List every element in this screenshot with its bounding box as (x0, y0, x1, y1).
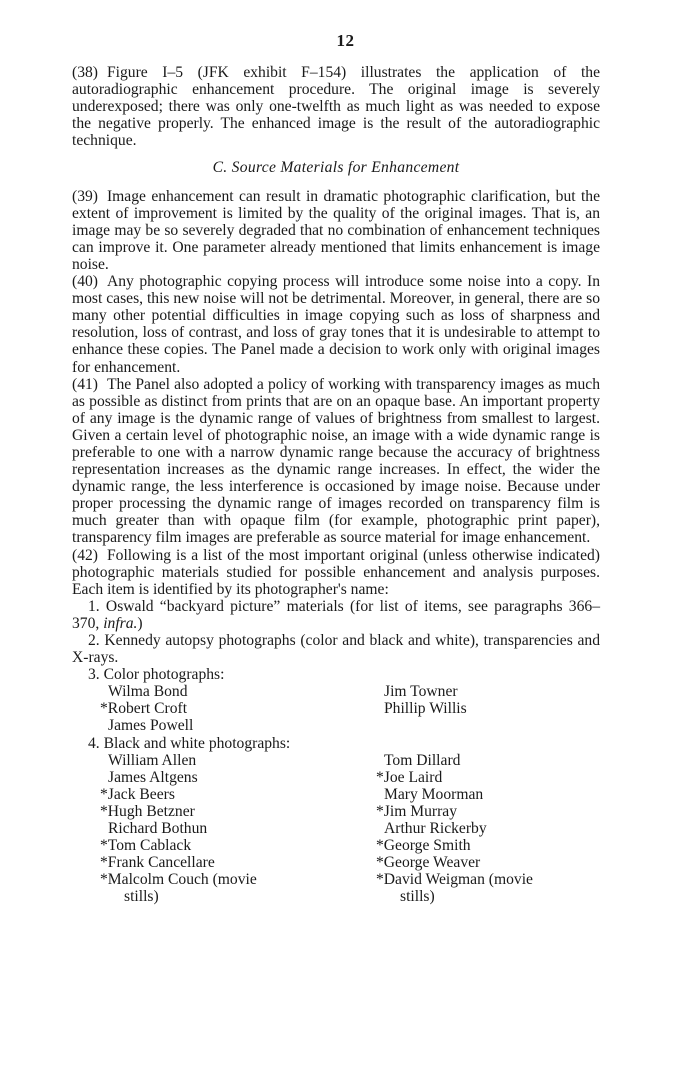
list-item-3-heading: 3. Color photographs: (88, 666, 225, 684)
paragraph-number: (39) (72, 187, 98, 205)
photographer-name: Tom Dillard (384, 751, 461, 769)
name-continuation: stills) (400, 888, 435, 906)
paragraph-text: Image enhancement can result in dramatic photographic clarification, but the extent of improvement is limited by the quality of the original images. That is, an image may be so severely degraded that no combination of enhancement techniques can improve it. One parameter already mentioned that limits enhancement is image noise. (72, 187, 600, 273)
paragraph-number: (38) (72, 64, 98, 81)
list-item-text: 2. Kennedy autopsy photographs (color and black and white), transparencies and X-rays. (72, 632, 600, 667)
photographer-name: Mary Moorman (384, 785, 484, 803)
photographer-name: *George Weaver (376, 854, 481, 872)
paragraph-41 (72, 376, 600, 547)
photographer-name: *Hugh Betzner (100, 802, 195, 820)
name-continuation: stills) (124, 888, 159, 906)
bw-photographers-list (100, 752, 600, 906)
photographer-name: William Allen (108, 751, 197, 769)
list-item-2 (72, 632, 600, 666)
color-photographers-list (100, 683, 600, 734)
photographer-name: *Joe Laird (376, 768, 443, 786)
list-item-italic: infra. (103, 614, 138, 632)
names-column-right (376, 683, 600, 734)
paragraph-38 (72, 64, 600, 149)
photographer-name: *Frank Cancellare (100, 854, 215, 872)
photographer-name: *George Smith (376, 837, 471, 855)
names-column-left (100, 683, 376, 734)
photographer-name: *Jim Murray (376, 802, 457, 820)
section-heading: C. Source Materials for Enhancement (212, 159, 460, 177)
page-body (72, 64, 600, 906)
list-item-1 (72, 598, 600, 632)
paragraph-text: Any photographic copying process will introduce some noise into a copy. In most cases, this new noise will not be detrimental. Moreover, in general, there are so many other potential difficulties in image copying such as loss of sharpness and resolution, loss of contrast, and loss of gray tones that it is undesirable to attempt to enhance these copies. The Panel made a decision to work only with original images for enhancement. (72, 273, 600, 376)
paragraph-text: Following is a list of the most important original (unless otherwise indicated) photographic materials studied for possible enhancement and analysis purposes. Each item is identified by its photographer's name: (72, 546, 600, 598)
list-item-4-heading: 4. Black and white photographs: (88, 734, 291, 752)
names-column-right (376, 752, 600, 906)
photographer-name: James Altgens (108, 768, 198, 786)
list-item-text: 1. Oswald “backyard picture” materials (for list of items, see paragraphs 366–370, (72, 597, 600, 632)
paragraph-40 (72, 273, 600, 376)
photographer-name: Phillip Willis (384, 700, 467, 718)
paragraph-39 (72, 188, 600, 273)
photographer-name: *Robert Croft (100, 700, 188, 718)
names-column-left (100, 752, 376, 906)
photographer-name: *Malcolm Couch (movie stills) (100, 871, 376, 905)
photographer-name: Jim Towner (384, 683, 458, 701)
photographer-name: James Powell (108, 717, 194, 735)
paragraph-42 (72, 547, 600, 598)
paragraph-number: (40) (72, 273, 98, 291)
photographer-name: Wilma Bond (108, 683, 188, 701)
photographer-name: Richard Bothun (108, 820, 208, 838)
photographer-name: *David Weigman (movie stills) (376, 871, 600, 905)
photographer-name: *Jack Beers (100, 785, 175, 803)
page-number: 12 (336, 31, 355, 50)
paragraph-text: Figure I–5 (JFK exhibit F–154) illustrates the application of the autoradiographic enhancement procedure. The original image is severely underexposed; there was only one-twelfth as much light as was needed to expose the negative properly. The enhanced image is the result of the autoradiographic technique. (72, 64, 600, 150)
list-item-close: ) (137, 614, 143, 632)
paragraph-text: The Panel also adopted a policy of working with transparency images as much as possible as distinct from prints that are on an opaque base. An important property of any image is the dynamic range of values of brightness from smallest to largest. Given a certain level of photographic noise, an image with a wide dynamic range is preferable to one with a narrow dynamic range because the accuracy of brightness representation increases as the dynamic range increases. In effect, the wider the dynamic range, the less interference is occasioned by image noise. Because under proper processing the dynamic range of images recorded on transparency film is much greater than with opaque film (for example, photographic print paper), transparency film images are preferable as source material for image enhancement. (72, 375, 600, 547)
photographer-name: Arthur Rickerby (384, 820, 487, 838)
photographer-name: *Tom Cablack (100, 837, 192, 855)
paragraph-number: (41) (72, 375, 98, 393)
paragraph-number: (42) (72, 546, 98, 564)
